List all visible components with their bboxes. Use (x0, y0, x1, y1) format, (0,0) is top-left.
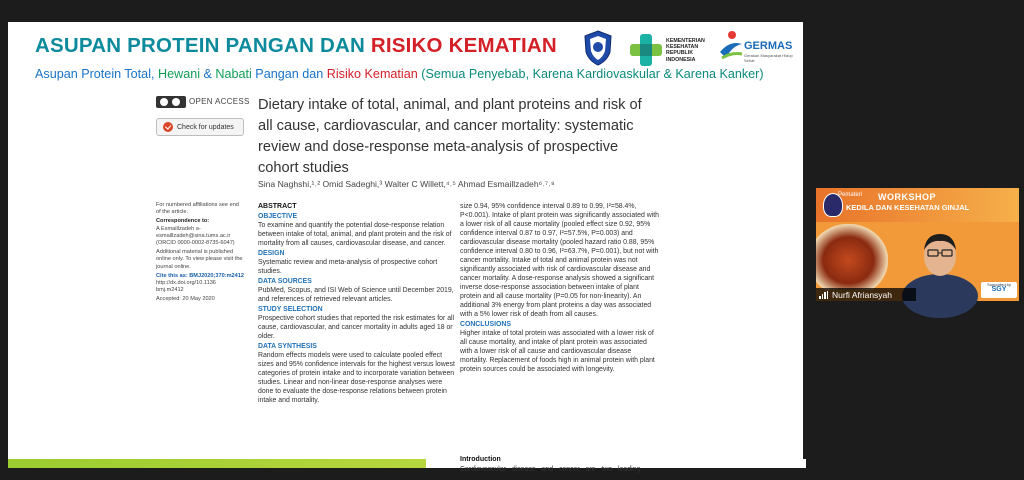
speaker-label: Pemateri (838, 192, 863, 198)
cc-license-icon (156, 96, 186, 108)
paper-authors: Sina Naghshi,¹˒² Omid Sadeghi,³ Walter C Willett,⁴˒⁵ Ahmad Esmaillzadeh⁶˒⁷˒⁸ (258, 179, 555, 189)
slide-subtitle: Asupan Protein Total, Hewani & Nabati Pangan dan Risiko Kematian (Semua Penyebab, Karena Kardiovaskular & Karena Kanker) (35, 67, 764, 81)
paper-title: Dietary intake of total, animal, and plant proteins and risk of all cause, cardiovascular, and cancer mortality: systematic review and dose-response meta-analysis of prospective cohort studies (258, 97, 642, 176)
food-image (816, 224, 888, 290)
open-access-badge: OPEN ACCESS (156, 95, 251, 109)
abstract-column-1: ABSTRACT OBJECTIVE To examine and quantify the potential dose-response relation between intake of total, animal, and plant protein and the risk of mortality from all causes, cardiovascular disease, and cancer. DESIGN Systematic review and meta-analysis of prospective cohort studies. DATA SOURCES PubMed, Scopus, and ISI Web of Science until December 2019, and references of retrieved relevant articles. STUDY SELECTION Prospective cohort studies that reported the risk estimates for all cause, cardiovascular, and cancer mortality in adults aged 18 or older. DATA SYNTHESIS Random effects models were used to calculate pooled effect sizes and 95% confidence intervals for the highest versus lowest categories of protein intake and to incorporate variation between studies. Linear and non-linear dose-response analyses were done to evaluate the dose-response relations between protein intake and mortality. (258, 203, 455, 404)
workshop-title: WORKSHOP (878, 192, 936, 202)
check-for-updates-button[interactable]: Check for updates (156, 118, 244, 136)
kemenkes-cross-icon (628, 32, 664, 68)
kemenkes-logo: KEMENTERIAN KESEHATAN REPUBLIK INDONESIA (628, 32, 716, 72)
slide-title: ASUPAN PROTEIN PANGAN DAN RISIKO KEMATIAN (35, 34, 557, 57)
sponsor-badge: Supported by SGY (981, 282, 1017, 298)
shared-screen-slide (8, 22, 803, 473)
introduction-heading: Introduction (460, 456, 501, 463)
university-shield-logo (583, 30, 613, 66)
introduction-text: Cardiovascular disease and cancer are two leading (460, 466, 641, 473)
germas-figure-icon (718, 30, 744, 62)
germas-logo: GERMAS Gerakan Masyarakat Hidup Sehat (718, 30, 800, 70)
abstract-column-2: size 0.94, 95% confidence interval 0.89 to 0.99, I²=58.4%, P<0.001). Intake of plant protein was significantly associated with a lower risk of all cause mortality (pooled effect size 0.92, 95% confidence interval 0.87 to 0.97, I²=57.5%, P=0.003) and cardiovascular disease mortality (pooled hazard ratio 0.88, 95% confidence interval 0.80 to 0.96, I²=63.7%, P=0.001), but not with cancer mortality. Intake of total and animal protein was not significantly associated with risk of cardiovascular disease and cancer mortality. A dose-response analysis showed a significant inverse dose-response association between intake of plant protein and all cause mortality (P=0.05 for non-linearity). An additional 3% energy from plant proteins a day was associated with a 5% lower risk of death from all causes. CONCLUSIONS Higher intake of total protein was associated with a lower risk of all cause mortality, and intake of plant protein was associated with a lower risk of all cause and cardiovascular disease mortality. Replacement of foods high in animal protein with plant protein sources could be associated with longevity. (460, 203, 659, 373)
check-updates-icon (163, 122, 173, 132)
signal-strength-icon (819, 291, 828, 299)
workshop-subtitle: KEDILA DAN KESEHATAN GINJAL (846, 203, 970, 212)
participant-video-tile[interactable] (816, 188, 1019, 301)
participant-name-tag: Nurfi Afriansyah (816, 288, 916, 301)
article-sidebar: For numbered affiliations see end of the article. Correspondence to: A Esmaillzadeh a-esmaillzadeh@sina.tums.ac.ir (ORCID 0000-0002-8735-6047) Additional material is published online only. To view please visit the journal online. Cite this as: BMJ2020;370:m2412 http://dx.doi.org/10.1136 bmj.m2412 Accepted: 20 May 2020 (156, 202, 244, 303)
